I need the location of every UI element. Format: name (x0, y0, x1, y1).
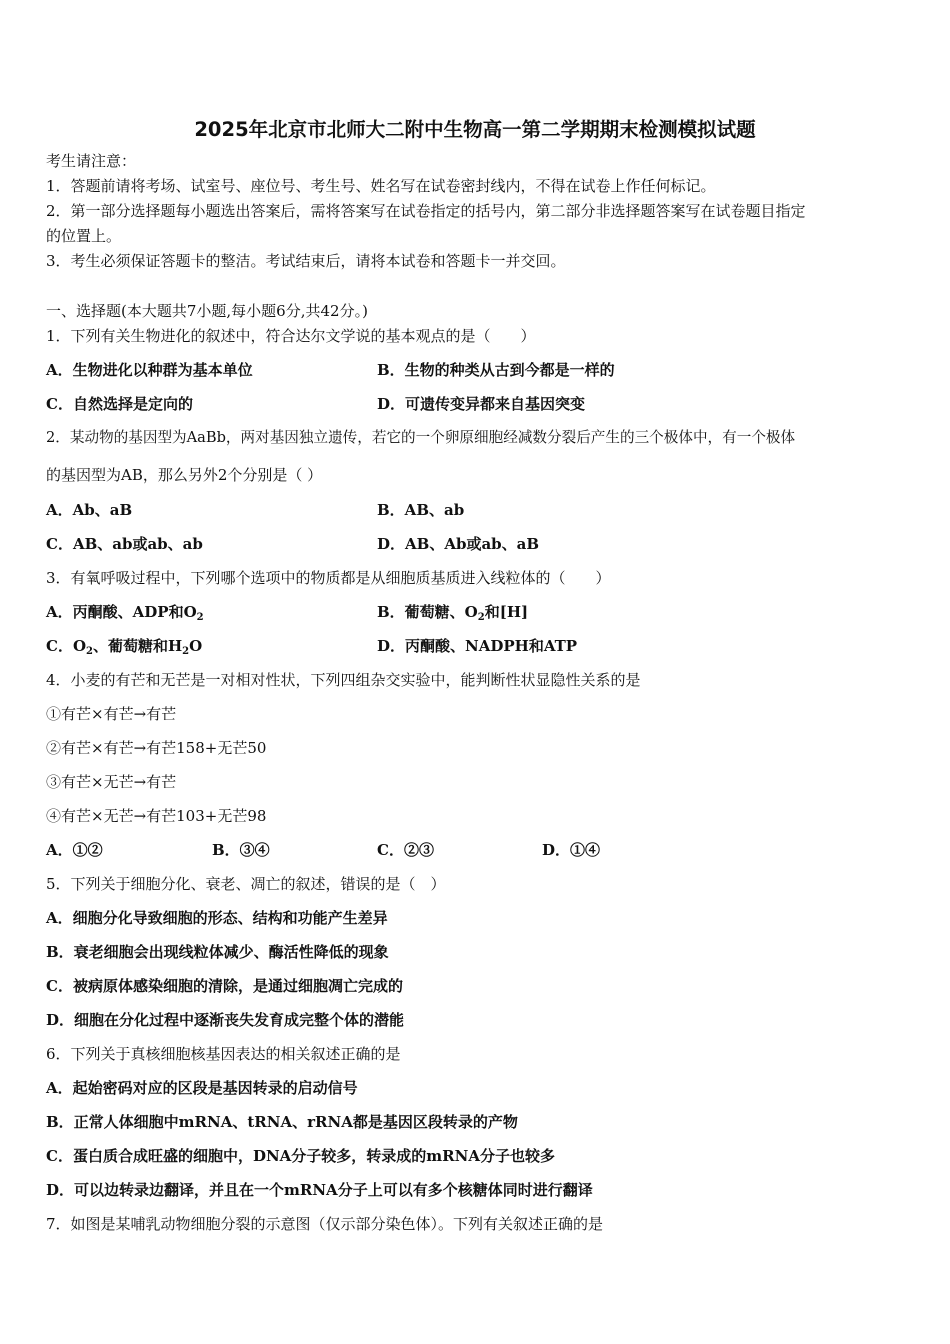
notice-heading: 考生请注意： (46, 152, 137, 170)
question-2-stem-cont: 的基因型为AB，那么另外2个分别是（ ） (46, 466, 323, 484)
question-5-option-a: A．细胞分化导致细胞的形态、结构和功能产生差异 (46, 909, 388, 927)
question-2-option-a: A．Ab、aB (46, 501, 133, 519)
notice-item-2: 2．第一部分选择题每小题选出答案后，需将答案写在试卷指定的括号内，第二部分非选择题答案写在试卷题目指定 (46, 202, 806, 220)
question-3-option-c-text-end: O (189, 637, 203, 655)
question-1-option-b: B．生物的种类从古到今都是一样的 (377, 361, 615, 379)
question-3-option-b-sub: 2 (477, 612, 485, 623)
question-4-statement-4: ④有芒×无芒→有芒103+无芒98 (46, 807, 267, 825)
question-3-option-b (377, 601, 528, 629)
question-4-statement-1: ①有芒×有芒→有芒 (46, 705, 177, 723)
question-2-option-c: C．AB、ab或ab、ab (46, 535, 203, 553)
question-7-stem: 7．如图是某哺乳动物细胞分裂的示意图（仅示部分染色体）。下列有关叙述正确的是 (46, 1215, 604, 1233)
page-title: 2025年北京市北师大二附中生物高一第二学期期末检测模拟试题 (194, 118, 756, 141)
question-4-option-c: C．②③ (377, 841, 434, 859)
question-6-option-a: A．起始密码对应的区段是基因转录的启动信号 (46, 1079, 358, 1097)
question-3-option-d: D．丙酮酸、NADPH和ATP (377, 637, 578, 655)
question-3-stem: 3．有氧呼吸过程中，下列哪个选项中的物质都是从细胞质基质进入线粒体的（ ） (46, 569, 611, 587)
question-3-option-b-text: B．葡萄糖、O (377, 603, 478, 621)
question-5-option-b: B．衰老细胞会出现线粒体减少、酶活性降低的现象 (46, 943, 389, 961)
question-3-option-c-text: C．O (46, 637, 87, 655)
question-5-stem: 5．下列关于细胞分化、衰老、凋亡的叙述，错误的是（ ） (46, 875, 446, 893)
question-5-option-d: D．细胞在分化过程中逐渐丧失发育成完整个体的潜能 (46, 1011, 405, 1029)
question-1-option-d: D．可遗传变异都来自基因突变 (377, 395, 586, 413)
question-1-option-c: C．自然选择是定向的 (46, 395, 193, 413)
question-4-stem: 4．小麦的有芒和无芒是一对相对性状，下列四组杂交实验中，能判断性状显隐性关系的是 (46, 671, 641, 689)
question-4-option-d: D．①④ (542, 841, 601, 859)
question-3-option-a-text: A．丙酮酸、ADP和O (46, 603, 197, 621)
question-6-option-b: B．正常人体细胞中mRNA、tRNA、rRNA都是基因区段转录的产物 (46, 1113, 518, 1131)
question-3-option-c-sub-1: 2 (86, 646, 93, 657)
question-3-option-c-sub-2: 2 (182, 646, 190, 657)
question-4-option-a: A．①② (46, 841, 103, 859)
question-6-option-d: D．可以边转录边翻译，并且在一个mRNA分子上可以有多个核糖体同时进行翻译 (46, 1181, 593, 1199)
question-4-option-b: B．③④ (212, 841, 270, 859)
question-3-option-b-text-end: 和[H] (484, 603, 529, 621)
question-1-stem: 1．下列有关生物进化的叙述中，符合达尔文学说的基本观点的是（ ） (46, 327, 536, 345)
question-6-stem: 6．下列关于真核细胞核基因表达的相关叙述正确的是 (46, 1045, 401, 1063)
question-2-option-b: B．AB、ab (377, 501, 465, 519)
question-2-stem: 2．某动物的基因型为AaBb，两对基因独立遗传，若它的一个卵原细胞经减数分裂后产生的三个极体中，有一个极体 (46, 429, 796, 446)
question-3-option-a (46, 601, 204, 629)
question-3-option-c (46, 635, 202, 663)
question-3-option-a-sub: 2 (196, 612, 204, 623)
question-3-option-c-text-mid: 、葡萄糖和H (92, 637, 183, 655)
question-5-option-c: C．被病原体感染细胞的清除，是通过细胞凋亡完成的 (46, 977, 403, 995)
question-4-statement-2: ②有芒×有芒→有芒158+无芒50 (46, 739, 267, 757)
notice-item-2-cont: 的位置上。 (46, 227, 122, 245)
question-4-statement-3: ③有芒×无芒→有芒 (46, 773, 177, 791)
question-2-option-d: D．AB、Ab或ab、aB (377, 535, 540, 553)
question-1-option-a: A．生物进化以种群为基本单位 (46, 361, 253, 379)
section-heading: 一、选择题(本大题共7小题,每小题6分,共42分。) (46, 302, 368, 320)
notice-item-3: 3．考生必须保证答题卡的整洁。考试结束后，请将本试卷和答题卡一并交回。 (46, 252, 566, 270)
notice-item-1: 1．答题前请将考场、试室号、座位号、考生号、姓名写在试卷密封线内，不得在试卷上作任何标记。 (46, 177, 716, 195)
question-6-option-c: C．蛋白质合成旺盛的细胞中，DNA分子较多，转录成的mRNA分子也较多 (46, 1147, 555, 1165)
